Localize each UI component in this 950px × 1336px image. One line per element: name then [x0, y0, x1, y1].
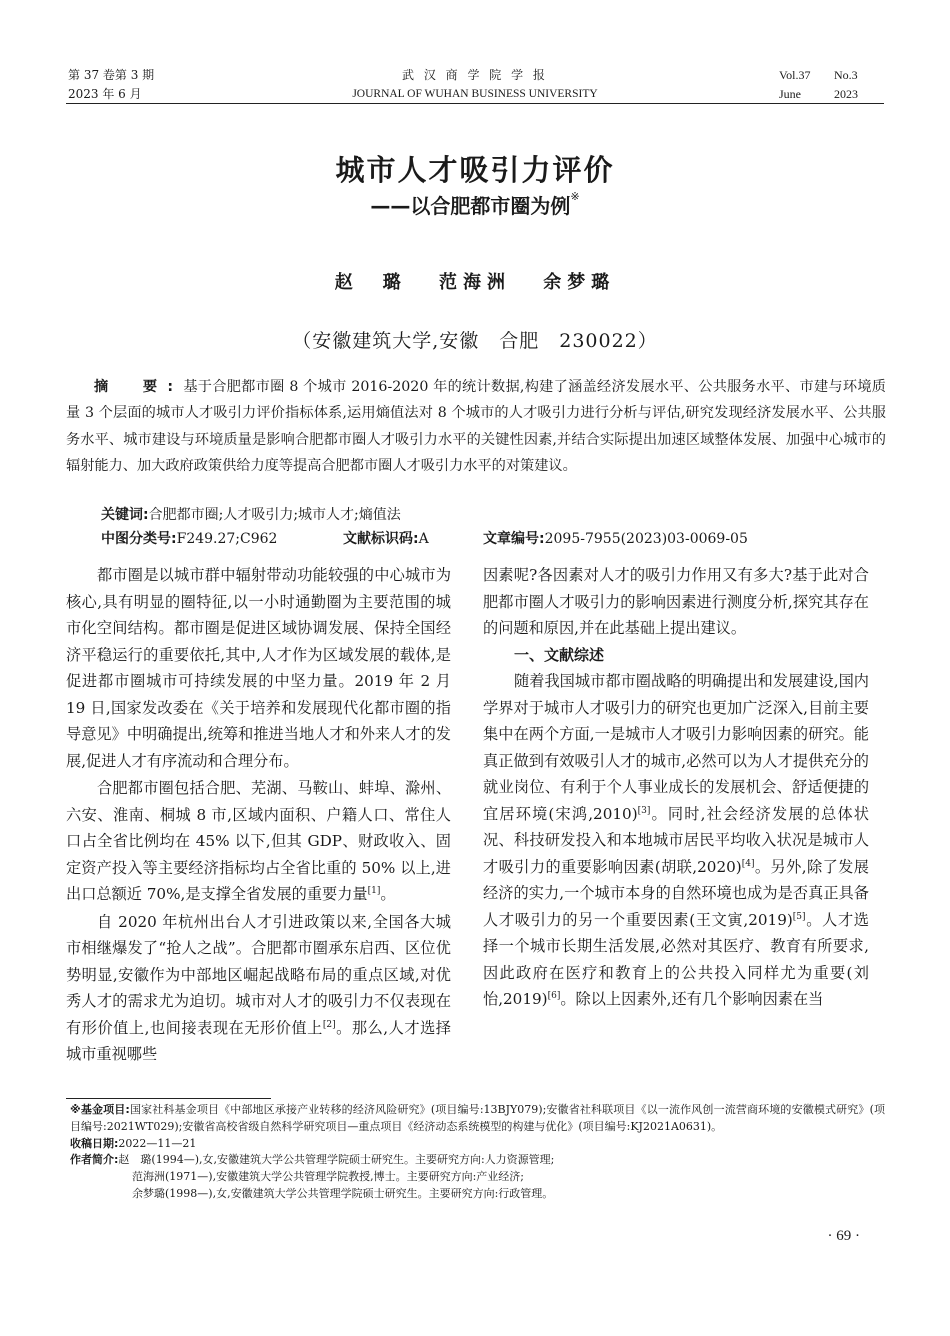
- received-value: 2022—11—21: [118, 1136, 197, 1150]
- author-bio-3: 余梦璐(1998—),女,安徽建筑大学公共管理学院硕士研究生。主要研究方向:行政管理。: [132, 1186, 554, 1200]
- author-name: 余梦璐: [543, 272, 616, 293]
- keywords-label: 关键词:: [101, 507, 149, 523]
- author-list: [0, 268, 950, 294]
- clc-code: F249.27;C962: [176, 531, 278, 547]
- article-no: 2095-7955(2023)03-0069-05: [544, 531, 748, 547]
- volume-issue: 第 37 卷第 3 期: [68, 68, 155, 82]
- abstract-text: 基于合肥都市圈 8 个城市 2016-2020 年的统计数据,构建了涵盖经济发展水平、公共服务水平、市建与环境质量 3 个层面的城市人才吸引力评价指标体系,运用熵值法对 8 个城市的人才吸引力进行分析与评估,研究发现经济发展水平、公共服务水平、城市建设与环境质量是影响合肥都市圈人才吸引力水平的关键性因素,并结合实际提出加速区域整体发展、加强中心城市的辐射能力、加大政府政策供给力度等提高合肥都市圈人才吸引力水平的对策建议。: [66, 379, 886, 475]
- author-bio-2: 范海洲(1971—),安徽建筑大学公共管理学院教授,博士。主要研究方向:产业经济;: [132, 1170, 524, 1184]
- received-date: [70, 1136, 885, 1153]
- fund-text: 国家社科基金项目《中部地区承接产业转移的经济风险研究》(项目编号:13BJY079);安徽省社科联项目《以一流作风创一流营商环境的安徽模式研究》(项目编号:2021WT029);安徽省高校省级自然科学研究项目—重点项目《经济动态系统模型的构建与优化》(项目编号:KJ2021A0631)。: [70, 1103, 886, 1133]
- citation-ref: [2]: [322, 1019, 336, 1030]
- author-bio: [70, 1152, 885, 1169]
- clc-label: 中图分类号:: [101, 531, 177, 547]
- journal-name-en: JOURNAL OF WUHAN BUSINESS UNIVERSITY: [352, 88, 598, 100]
- article-no-label: 文章编号:: [483, 531, 545, 547]
- year-en: 2023: [834, 87, 858, 101]
- doc-code: A: [418, 531, 429, 547]
- citation-ref: [1]: [367, 885, 381, 896]
- doc-code-label: 文献标识码:: [343, 531, 419, 547]
- citation-ref: [3]: [637, 805, 651, 816]
- citation-ref: [6]: [547, 990, 561, 1001]
- article-subtitle: [0, 190, 950, 219]
- author-name: 范海洲: [439, 272, 511, 293]
- header-rule: [66, 103, 884, 104]
- journal-name-cn: 武 汉 商 学 院 学 报: [402, 68, 548, 82]
- fund-label: ※基金项目:: [70, 1103, 130, 1116]
- body-paragraph: 合肥都市圈包括合肥、芜湖、马鞍山、蚌埠、滁州、六安、淮南、桐城 8 市,区域内面积、户籍人口、常住人口占全省比例均在 45% 以下,但其 GDP、财政收入、固定资产投入等主要经济指标均占全省比重的 50% 以上,进出口总额近 70%,是支撑全省发展的重要力量[1]。: [66, 779, 451, 903]
- issue-en: No.3: [834, 68, 858, 82]
- keywords-text: 合肥都市圈;人才吸引力;城市人才;熵值法: [148, 507, 401, 523]
- abstract-label: 摘 要:: [94, 379, 184, 395]
- publish-date: 2023 年 6 月: [68, 87, 142, 101]
- body-paragraph: 都市圈是以城市群中辐射带动功能较强的中心城市为核心,具有明显的圈特征,以一小时通勤圈为主要范围的城市化空间结构。都市圈是促进区域协调发展、保持全国经济平稳运行的重要依托,其中,人才作为区域发展的载体,是促进都市圈城市可持续发展的中坚力量。2019 年 2 月 19 日,国家发改委在《关于培养和发展现代化都市圈的指导意见》中明确提出,统筹和推进当地人才和外来人才的发展,促进人才有序流动和合理分布。: [66, 566, 451, 770]
- author-name: 赵 璐: [334, 272, 407, 293]
- month-en: June: [779, 87, 801, 101]
- page-number: · 69 ·: [827, 1228, 860, 1244]
- body-paragraph: 因素呢?各因素对人才的吸引力作用又有多大?基于此对合肥都市圈人才吸引力的影响因素进行测度分析,探究其存在的问题和原因,并在此基础上提出建议。: [483, 566, 869, 637]
- fund-note-mark: ※: [570, 190, 580, 203]
- volume-en: Vol.37: [779, 68, 811, 82]
- article-title: 城市人才吸引力评价: [335, 153, 615, 187]
- author-bio-1: 赵 璐(1994—),女,安徽建筑大学公共管理学院硕士研究生。主要研究方向:人力资源管理;: [118, 1153, 555, 1167]
- footnote-rule: [66, 1098, 271, 1099]
- body-column-left: [66, 562, 451, 1068]
- author-bio-label: 作者简介:: [70, 1153, 119, 1167]
- received-label: 收稿日期:: [70, 1136, 119, 1150]
- keywords: [101, 504, 881, 526]
- section-heading: 一、文献综述: [514, 645, 605, 664]
- body-paragraph: 自 2020 年杭州出台人才引进政策以来,全国各大城市相继爆发了“抢人之战”。合肥都市圈承东启西、区位优势明显,安徽作为中部地区崛起战略布局的重点区域,对优秀人才的需求尤为迫切。城市对人才的吸引力不仅表现在有形价值上,也间接表现在无形价值上[2]。那么,人才选择城市重视哪些: [66, 912, 451, 1063]
- body-column-right: [483, 562, 869, 1013]
- affiliation: （安徽建筑大学,安徽 合肥 230022）: [292, 330, 658, 352]
- citation-ref: [5]: [792, 911, 806, 922]
- fund-note: [70, 1102, 885, 1136]
- body-paragraph: 随着我国城市都市圈战略的明确提出和发展建设,国内学界对于城市人才吸引力的研究也更加广泛深入,目前主要集中在两个方面,一是城市人才吸引力影响因素的研究。能真正做到有效吸引人才的城市,必然可以为人才提供充分的就业岗位、有利于个人事业成长的发展机会、舒适便捷的宜居环境(宋鸿,2010)[3]。同时,社会经济发展的总体状况、科技研发投入和本地城市居民平均收入状况是城市人才吸引力的重要影响因素(胡联,2020)[4]。另外,除了发展经济的实力,一个城市本身的自然环境也成为是否真正具备人才吸引力的另一个重要因素(王文寅,2019)[5]。人才选择一个城市长期生活发展,必然对其医疗、教育有所要求,因此政府在医疗和教育上的公共投入同样尤为重要(刘怡,2019)[6]。除以上因素外,还有几个影响因素在当: [483, 672, 869, 1008]
- citation-ref: [4]: [741, 858, 755, 869]
- abstract: [66, 374, 886, 480]
- footnotes: [70, 1102, 885, 1203]
- running-header-right: [779, 66, 858, 104]
- subtitle-text: ——以合肥都市圈为例: [370, 194, 571, 218]
